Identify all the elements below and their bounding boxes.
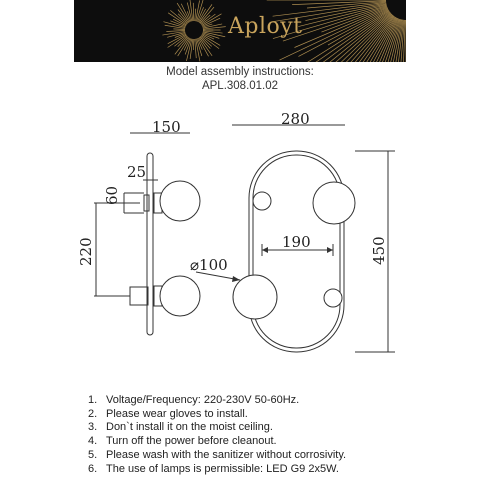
plate-label: 25	[127, 163, 147, 181]
side-depth-label: 150	[152, 118, 181, 136]
note-item: 5. Please wash with the sanitizer without corrosivity.	[88, 448, 347, 461]
model-number: APL.308.01.02	[201, 80, 279, 92]
note-item: 3. Don`t install it on the moist ceiling.	[88, 421, 273, 434]
diameter-label: ⌀100	[190, 256, 228, 274]
height-label: 450	[370, 236, 388, 265]
brand-logo: Aployt	[228, 14, 303, 39]
note-item: 6. The use of lamps is permissible: LED G9 2x5W.	[88, 462, 339, 475]
holder-label: 60	[103, 185, 121, 205]
front-width-label: 280	[281, 110, 310, 128]
front-bottom-bulb	[233, 275, 277, 319]
spacing-label: 220	[77, 237, 95, 266]
instruction-notes	[88, 394, 346, 476]
side-bottom-bulb	[160, 276, 200, 316]
note-item: 4. Turn off the power before cleanout.	[88, 435, 277, 448]
side-top-bulb	[160, 181, 200, 221]
front-top-bulb	[313, 182, 355, 224]
instructions-title: Model assembly instructions:	[166, 66, 314, 78]
bulb-spacing-label: 190	[282, 233, 311, 251]
note-item: 1. Voltage/Frequency: 220-230V 50-60Hz.	[88, 394, 300, 406]
front-bottom-holder	[324, 289, 342, 307]
note-item: 2. Please wear gloves to install.	[88, 407, 248, 420]
bottom-bracket	[130, 287, 148, 305]
front-top-holder	[253, 192, 271, 210]
